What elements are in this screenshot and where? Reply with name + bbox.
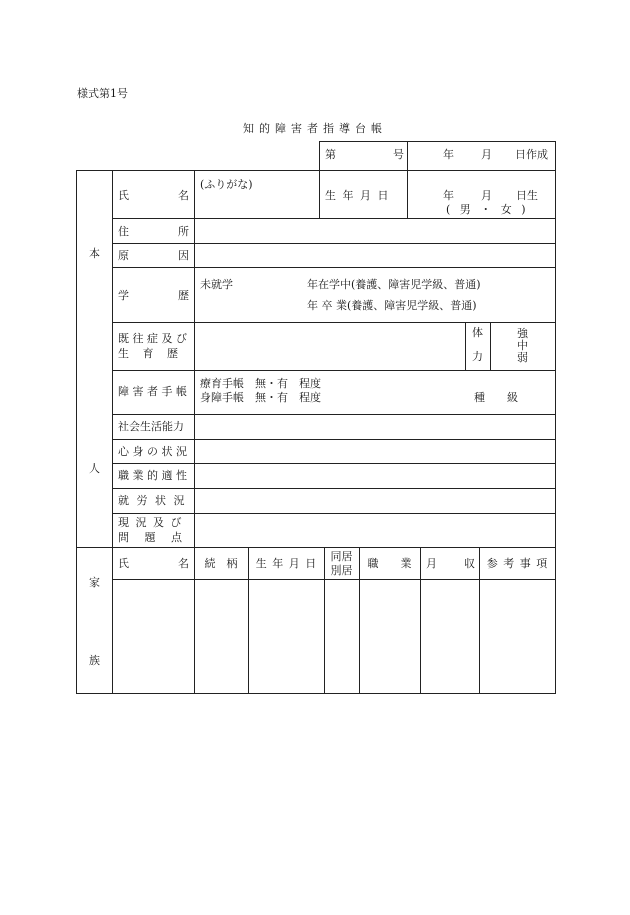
created-month: 月: [481, 148, 492, 161]
family-col-cohab-2: 別居: [330, 564, 353, 577]
family-col-income-1: 月: [426, 557, 437, 570]
education-label-1: 学: [118, 289, 129, 302]
family-col-name-2: 名: [178, 557, 189, 570]
education-label-2: 歴: [178, 289, 189, 302]
edu-graduated: 年 卒 業(養護、障害児学級、普通): [307, 299, 477, 312]
handbook-label: 障 害 者 手 帳: [118, 385, 187, 398]
birth-day: 日生: [516, 189, 538, 202]
number-suffix: 号: [393, 148, 404, 161]
family-col-notes: 参 考 事 項: [486, 557, 548, 570]
name-label-1: 氏: [118, 189, 129, 202]
history-label-1: 既 往 症 及 び: [118, 332, 187, 345]
section-family-1: 家: [89, 576, 100, 589]
stamina-label-1: 体: [472, 326, 483, 339]
edu-none: 未就学: [200, 278, 233, 291]
section-person-2: 人: [89, 462, 100, 475]
birth-year: 年: [443, 189, 454, 202]
section-person-1: 本: [89, 247, 100, 260]
status-label-2: 問 題 点: [118, 531, 182, 544]
history-label-2: 生 育 歴: [118, 347, 178, 360]
address-label-1: 住: [118, 225, 129, 238]
handbook-ryoiku: 療育手帳 無・有 程度: [200, 377, 321, 390]
stamina-mid: 中: [517, 339, 528, 352]
family-col-income-2: 収: [464, 557, 475, 570]
section-family-2: 族: [89, 654, 100, 667]
birth-month: 月: [481, 189, 492, 202]
mind-body-label: 心 身 の 状 況: [118, 445, 187, 458]
sex-choice: ( 男 ・ 女 ): [446, 203, 526, 216]
family-col-birth: 生 年 月 日: [255, 557, 317, 570]
furigana-label: (ふりがな): [200, 178, 253, 191]
birth-label: 生 年 月 日: [325, 189, 389, 202]
family-col-name-1: 氏: [118, 557, 129, 570]
title-text: 知的障害者指導台帳: [243, 122, 387, 135]
cause-label-2: 因: [178, 249, 189, 262]
handbook-shintai: 身障手帳 無・有 程度: [200, 391, 321, 404]
cause-label-1: 原: [118, 249, 129, 262]
page-title: [0, 120, 630, 136]
handbook-class: 種 級: [474, 391, 518, 404]
family-col-job: 職 業: [367, 557, 412, 570]
address-label-2: 所: [178, 225, 189, 238]
stamina-label-2: 力: [472, 350, 483, 363]
status-label-1: 現 況 及 び: [118, 516, 182, 529]
edu-enrolled: 年在学中(養護、障害児学級、普通): [307, 278, 481, 291]
employment-label: 就 労 状 況: [118, 494, 185, 507]
family-col-cohab-1: 同居: [330, 550, 353, 563]
name-label-2: 名: [178, 189, 189, 202]
form-id: 様式第1号: [77, 87, 128, 100]
created-year: 年: [443, 148, 454, 161]
stamina-weak: 弱: [517, 351, 528, 364]
social-ability-label: 社会生活能力: [118, 420, 184, 433]
stamina-strong: 強: [517, 327, 528, 340]
vocational-label: 職 業 的 適 性: [118, 469, 187, 482]
family-col-relation: 続 柄: [204, 557, 238, 570]
created-day: 日作成: [515, 148, 548, 161]
number-prefix: 第: [325, 148, 336, 161]
